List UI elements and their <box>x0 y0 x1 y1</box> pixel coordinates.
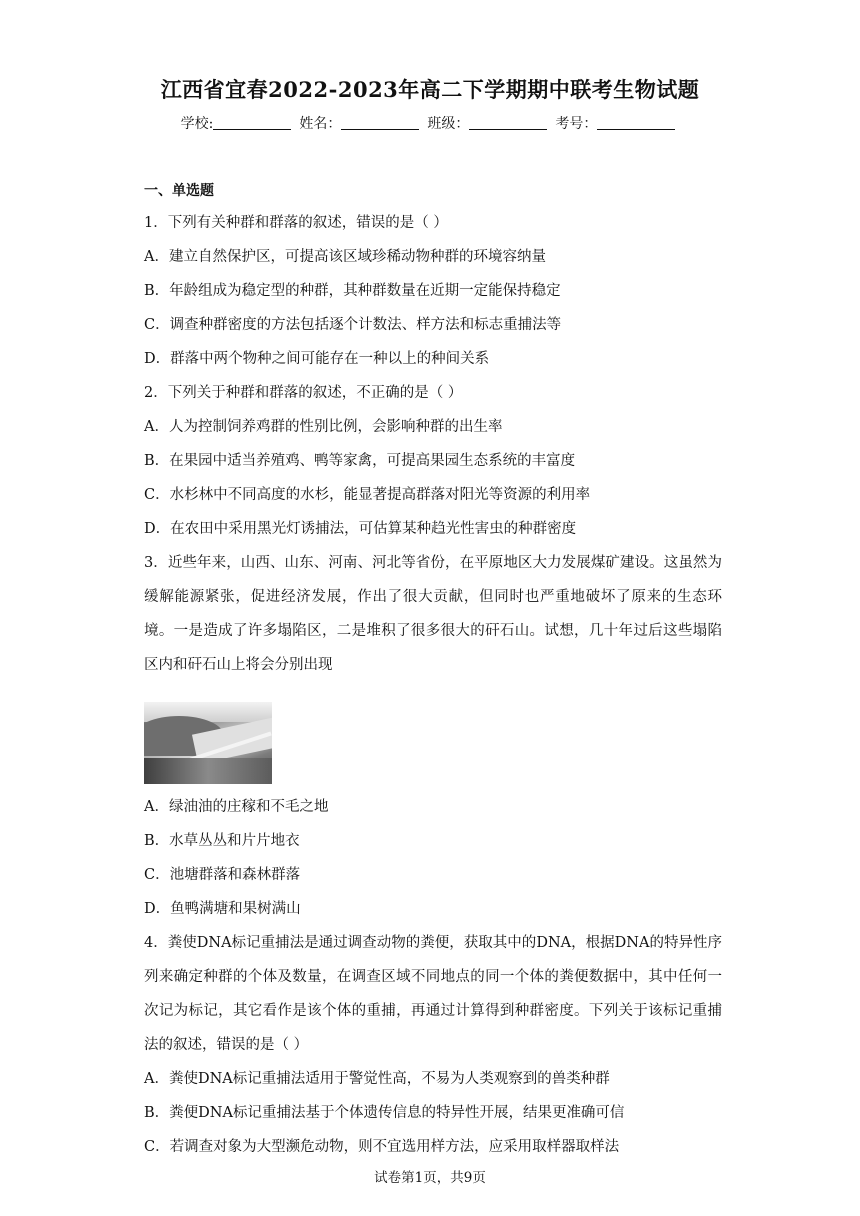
question-3-option-b: B．水草丛丛和片片地衣 <box>144 833 300 849</box>
question-2-option-d: D．在农田中采用黑光灯诱捕法，可估算某种趋光性害虫的种群密度 <box>144 521 577 537</box>
question-4-stem: 4．粪使DNA标记重捕法是通过调查动物的粪便，获取其中的DNA，根据DNA的特异性序列来确定种群的个体及数量，在调查区域不同地点的同一个体的粪便数据中，其中任何一次记为标记，其它看作是该个体的重捕，再通过计算得到种群密度。下列关于该标记重捕法的叙述，错误的是（ ） <box>144 935 722 1053</box>
name-field[interactable] <box>299 113 423 133</box>
question-4-option-b: B．粪便DNA标记重捕法基于个体遗传信息的特异性开展，结果更准确可信 <box>144 1105 625 1121</box>
coal-mine-landscape-photo <box>144 702 272 784</box>
question-2-option-a: A．人为控制饲养鸡群的性别比例，会影响种群的出生率 <box>144 419 503 435</box>
class-field[interactable] <box>427 113 551 133</box>
question-1-option-d: D．群落中两个物种之间可能存在一种以上的种间关系 <box>144 351 490 367</box>
exam-number-label: 考号： <box>555 116 598 132</box>
name-label: 姓名： <box>299 116 342 132</box>
question-1-stem: 1．下列有关种群和群落的叙述，错误的是（ ） <box>144 215 448 231</box>
question-1-option-c: C．调查种群密度的方法包括逐个计数法、样方法和标志重捕法等 <box>144 317 562 333</box>
section-title: 一、单选题 <box>144 183 214 199</box>
question-3-option-a: A．绿油油的庄稼和不毛之地 <box>144 799 329 815</box>
question-3-stem: 3．近些年来，山西、山东、河南、河北等省份，在平原地区大力发展煤矿建设。这虽然为缓解能源紧张，促进经济发展，作出了很大贡献，但同时也严重地破坏了原来的生态环境。一是造成了许多塌陷区，二是堆积了很多很大的矸石山。试想，几十年过后这些塌陷区内和矸石山上将会分别出现 <box>144 555 722 673</box>
question-2-option-b: B．在果园中适当养殖鸡、鸭等家禽，可提高果园生态系统的丰富度 <box>144 453 576 469</box>
question-4-option-a: A．粪使DNA标记重捕法适用于警觉性高，不易为人类观察到的兽类种群 <box>144 1071 610 1087</box>
class-label: 班级： <box>427 116 470 132</box>
exam-number-blank[interactable] <box>597 115 675 130</box>
school-label: 学校: <box>180 116 214 132</box>
question-1-option-a: A．建立自然保护区，可提高该区域珍稀动物种群的环境容纳量 <box>144 249 546 265</box>
school-blank[interactable] <box>213 115 291 130</box>
school-field[interactable] <box>181 113 296 133</box>
exam-number-field[interactable] <box>555 113 679 133</box>
class-blank[interactable] <box>469 115 547 130</box>
question-4-option-c: C．若调查对象为大型濒危动物，则不宜选用样方法，应采用取样器取样法 <box>144 1139 620 1155</box>
question-list <box>144 206 722 1164</box>
question-2-option-c: C．水杉林中不同高度的水杉，能显著提高群落对阳光等资源的利用率 <box>144 487 591 503</box>
question-3-option-c: C．池塘群落和森林群落 <box>144 867 301 883</box>
question-3-option-d: D．鱼鸭满塘和果树满山 <box>144 901 301 917</box>
question-2-stem: 2．下列关于种群和群落的叙述，不正确的是（ ） <box>144 385 463 401</box>
student-info-line <box>0 113 860 133</box>
exam-title: 江西省宜春2022-2023年高二下学期期中联考生物试题 <box>160 77 700 102</box>
name-blank[interactable] <box>341 115 419 130</box>
question-1-option-b: B．年龄组成为稳定型的种群，其种群数量在近期一定能保持稳定 <box>144 283 561 299</box>
page-footer: 试卷第1页，共9页 <box>374 1170 486 1186</box>
